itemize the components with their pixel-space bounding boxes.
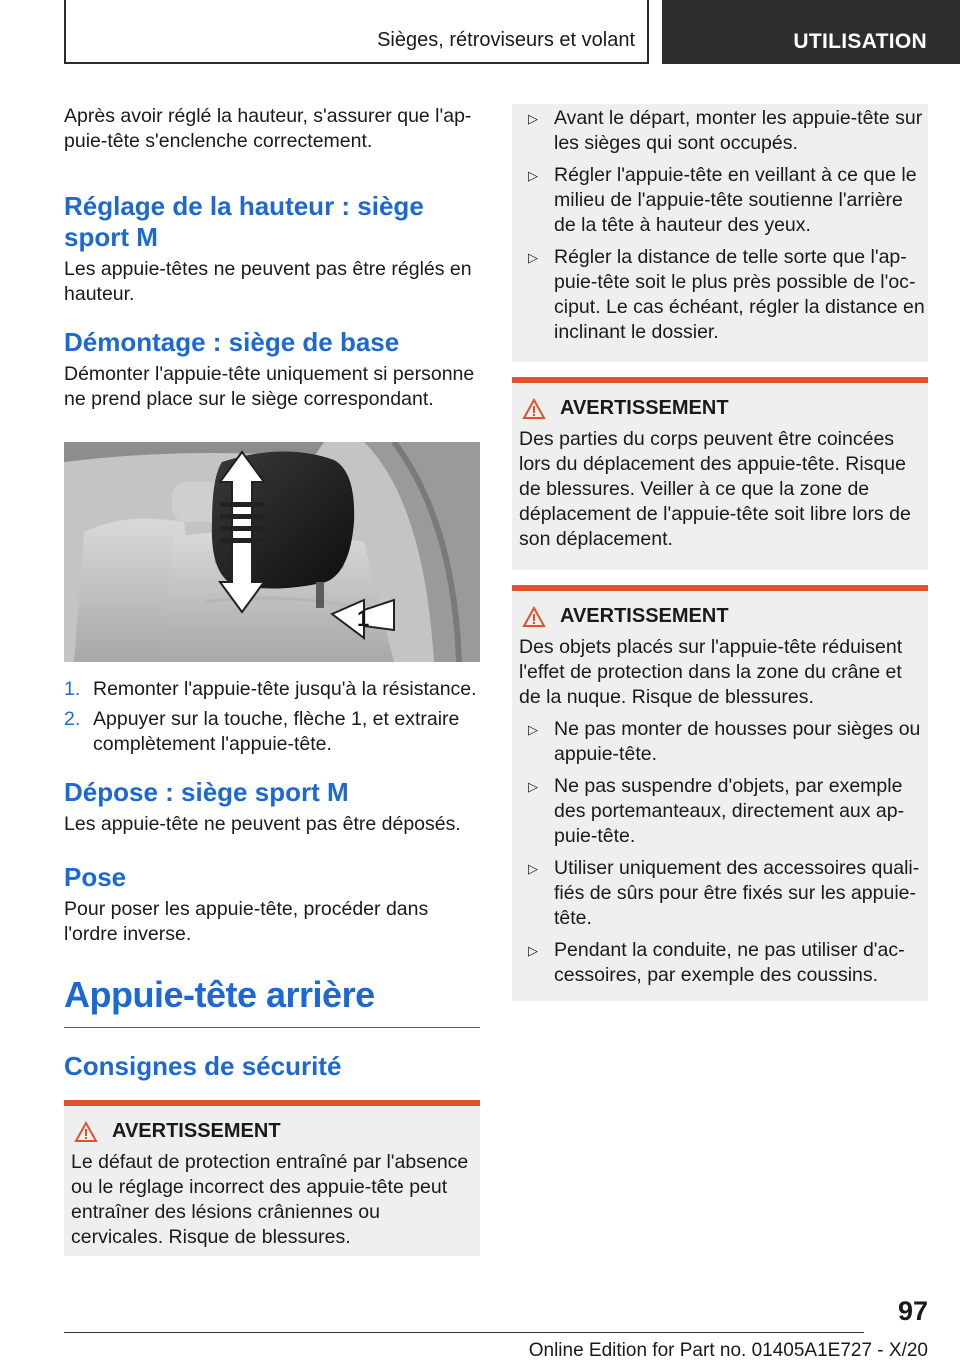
warning-title: AVERTISSEMENT (560, 605, 729, 627)
step-item (64, 677, 480, 702)
warning-text: Des parties du corps peuvent être coincées lors du déplacement des appuie-tête. Risque de blessures. Veiller à ce que la zone de déplacement de l'appuie-tête soit libre lors de son déplacement. (519, 428, 911, 550)
list-item-text: Utiliser uniquement des accessoires qualifiés de sûrs pour être fixés sur les appuie-tête. (554, 857, 920, 929)
step-text: Appuyer sur la touche, flèche 1, et extraire complètement l'appuie-tête. (93, 708, 460, 755)
headrest-illustration (64, 442, 480, 662)
step-number: 2. (64, 708, 81, 730)
triangle-right-icon: ▷ (528, 111, 538, 126)
guidelines-box (512, 104, 928, 362)
headrest-figure (64, 442, 480, 662)
header-chapter-box (662, 0, 960, 64)
warning-triangle-icon (74, 1121, 98, 1143)
list-item-text: Pendant la conduite, ne pas utiliser d'accessoires, par exemple des coussins. (554, 939, 905, 986)
list-item (512, 856, 921, 931)
warning-title: AVERTISSEMENT (560, 397, 729, 419)
page-number: 97 (897, 1296, 928, 1326)
paragraph-removal-base-seat: Démonter l'appuie-tête uniquement si personne ne prend place sur le siège correspondant. (64, 363, 475, 410)
list-item (512, 717, 921, 767)
left-column (64, 104, 480, 1256)
header-section-box (64, 0, 649, 64)
warning-triangle-icon (522, 606, 546, 628)
warning-box-2 (512, 377, 928, 570)
footer-divider (64, 1332, 864, 1333)
heading-safety-notes: Consignes de sécurité (64, 1051, 342, 1081)
footer-edition: Online Edition for Part no. 01405A1E727 - X/20 (528, 1340, 928, 1361)
triangle-right-icon: ▷ (528, 861, 538, 876)
step-text: Remonter l'appuie-tête jusqu'à la résistance. (93, 678, 477, 700)
list-item-text: Régler l'appuie-tête en veillant à ce que le milieu de l'appuie-tête soutienne l'arrière de la tête à hauteur des yeux. (554, 164, 917, 236)
heading-underline (64, 1027, 480, 1028)
paragraph-height-sport-seat: Les appuie-têtes ne peuvent pas être réglés en hauteur. (64, 258, 472, 305)
warning-text: Des objets placés sur l'appuie-tête réduisent l'effet de protection dans la zone du crâne et de la nuque. Risque de blessures. (519, 636, 903, 708)
heading-rear-headrest: Appuie-tête arrière (64, 974, 375, 1015)
warning-header (71, 1120, 473, 1143)
triangle-right-icon: ▷ (528, 943, 538, 958)
warning-text: Le défaut de protection entraîné par l'absence ou le réglage incorrect des appuie-tête peut entraîner des lésions crâniennes ou cervicales. Risque de blessures. (71, 1151, 469, 1248)
heading-removal-base-seat: Démontage : siège de base (64, 327, 400, 357)
heading-install: Pose (64, 862, 127, 892)
triangle-right-icon: ▷ (528, 779, 538, 794)
list-item-text: Ne pas suspendre d'objets, par exemple des portemanteaux, directement aux appuie-tête. (554, 775, 905, 847)
paragraph-install: Pour poser les appuie-tête, procéder dans l'ordre inverse. (64, 898, 429, 945)
heading-removal-sport-seat: Dépose : siège sport M (64, 777, 349, 807)
list-item (512, 774, 921, 849)
triangle-right-icon: ▷ (528, 168, 538, 183)
removal-steps-list (64, 677, 480, 757)
heading-height-sport-seat: Réglage de la hauteur : siège sport M (64, 191, 424, 252)
list-item-text: Régler la distance de telle sorte que l'appuie-tête soit le plus près possible de l'occiput. Le cas échéant, régler la distance en inclinant le dossier. (554, 246, 925, 343)
list-item-text: Avant le départ, monter les appuie-tête sur les sièges qui sont occupés. (554, 107, 923, 154)
warning-box-3 (512, 585, 928, 1001)
warning-triangle-icon (522, 398, 546, 420)
list-item (512, 106, 928, 156)
paragraph-removal-sport-seat: Les appuie-tête ne peuvent pas être déposés. (64, 813, 461, 835)
list-item (512, 163, 928, 238)
warning-header (519, 397, 921, 420)
header-chapter-title: UTILISATION (793, 30, 927, 53)
list-item-text: Ne pas monter de housses pour sièges ou appuie-tête. (554, 718, 921, 765)
warning-list (512, 717, 921, 988)
list-item (512, 245, 928, 345)
header-section-title: Sièges, rétroviseurs et volant (377, 29, 635, 51)
step-number: 1. (64, 678, 81, 700)
warning-box-1 (64, 1100, 480, 1256)
intro-paragraph: Après avoir réglé la hauteur, s'assurer que l'appuie-tête s'enclenche correctement. (64, 105, 472, 152)
warning-title: AVERTISSEMENT (112, 1120, 281, 1142)
figure-callout-number: 1 (357, 606, 370, 631)
triangle-right-icon: ▷ (528, 250, 538, 265)
guidelines-list (512, 106, 928, 345)
warning-header (519, 605, 921, 628)
right-column (512, 104, 928, 1001)
triangle-right-icon: ▷ (528, 722, 538, 737)
list-item (512, 938, 921, 988)
step-item (64, 707, 480, 757)
